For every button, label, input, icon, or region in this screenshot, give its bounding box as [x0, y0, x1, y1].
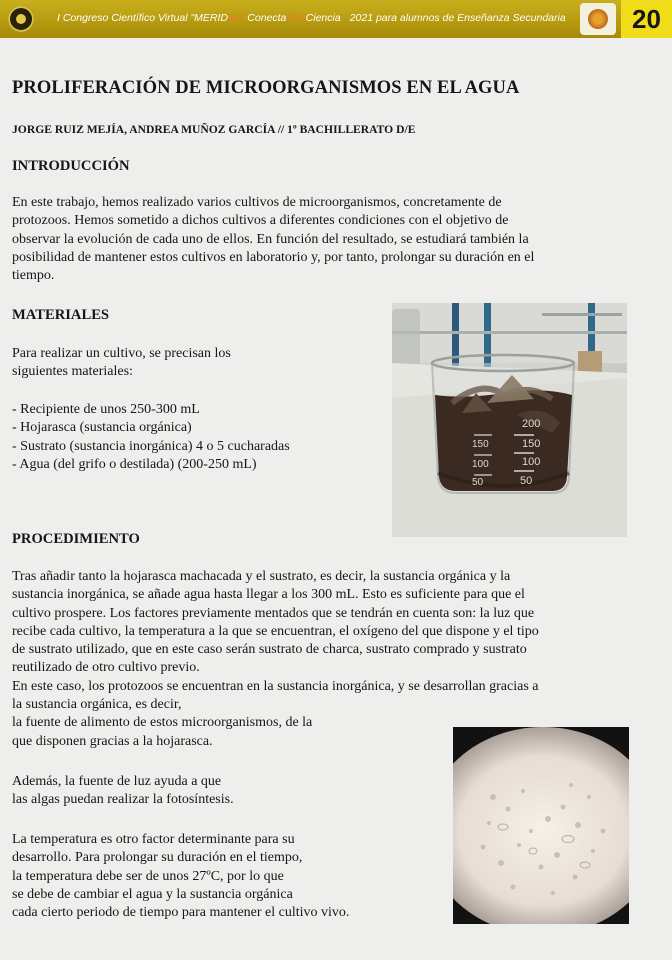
section-heading-procedimiento: PROCEDIMIENTO: [12, 531, 140, 547]
list-item: - Sustrato (sustancia inorgánica) 4 o 5 cucharadas: [12, 438, 290, 454]
beaker-scale-label: 50: [472, 477, 484, 488]
procedure-paragraph: Tras añadir tanto la hojarasca machacada y el sustrato, es decir, la sustancia orgánica y la sustancia inorgánica, se añade agua hasta llegar a los 300 mL. Esto es suficiente para que el cultivo prospere. Los factores previamente mentados que se tendrán en cuenta son: la luz que recibe cada cultivo, la temperatura a la que se encuentran, el oxígeno del que dispone y el tipo de sustrato utilizado, que en este caso serán sustrato de charca, sustrato comprado y sustrato reutilizado de otro cultivo previo. En este caso, los protozoos se encuentran en la sustancia inorgánica, y se desarrollan gracias a la sustancia orgánica, es decir, la fuente de alimento de estos microorganismos, de la que disponen gracias a la hojarasca.: [12, 569, 539, 749]
header-bar: [0, 0, 672, 38]
beaker-scale-label: 50: [520, 475, 533, 487]
list-item: - Agua (del grifo o destilada) (200-250 mL): [12, 456, 257, 472]
beaker-photo: [392, 303, 627, 537]
institution-seal-icon: [580, 3, 616, 35]
header-title: I Congreso Científico Virtual "MERIDIeS-ConectaConCiencia 2021 para alumnos de Enseñanza Secundaria: [57, 12, 566, 24]
article-authors: JORGE RUIZ MEJÍA, ANDREA MUÑOZ GARCÍA // 1º BACHILLERATO D/E: [12, 123, 416, 136]
temperature-paragraph: La temperatura es otro factor determinante para su desarrollo. Para prolongar su duración en el tiempo, la temperatura debe ser de unos 27ºC, por lo que se debe de cambiar el agua y la sustancia orgánica cada cierto periodo de tiempo para mantener el cultivo vivo.: [12, 832, 350, 921]
materials-list: [12, 401, 290, 474]
microscope-photo: [453, 727, 629, 924]
section-heading-introduccion: INTRODUCCIÓN: [12, 158, 130, 174]
intro-paragraph: En este trabajo, hemos realizado varios cultivos de microorganismos, concretamente de protozoos. Hemos sometido a dichos cultivos a diferentes condiciones con el objetivo de observar la evolución de cada uno de ellos. En función del resultado, se estudiará también la posibilidad de mantener estos cultivos en laboratorio y, por tanto, prolongar su duración en el tiempo.: [12, 195, 535, 284]
beaker-scale-label: 150: [472, 439, 489, 450]
list-item: - Recipiente de unos 250-300 mL: [12, 402, 200, 417]
article-title: PROLIFERACIÓN DE MICROORGANISMOS EN EL AGUA: [12, 78, 520, 98]
beaker-scale-label: 100: [522, 456, 541, 468]
list-item: - Hojarasca (sustancia orgánica): [12, 420, 192, 436]
beaker-scale-label: 200: [522, 418, 541, 430]
beaker-scale-label: 150: [522, 438, 541, 450]
section-heading-materiales: MATERIALES: [12, 307, 110, 323]
congress-logo-icon: [8, 6, 34, 32]
beaker-illustration: [392, 303, 627, 537]
beaker-scale-label: 100: [472, 459, 489, 470]
light-paragraph: Además, la fuente de luz ayuda a que las algas puedan realizar la fotosíntesis.: [12, 774, 234, 808]
materials-intro: Para realizar un cultivo, se precisan los siguientes materiales:: [12, 346, 231, 380]
page-number: 20: [621, 0, 672, 38]
microscope-view-illustration: [453, 727, 629, 924]
